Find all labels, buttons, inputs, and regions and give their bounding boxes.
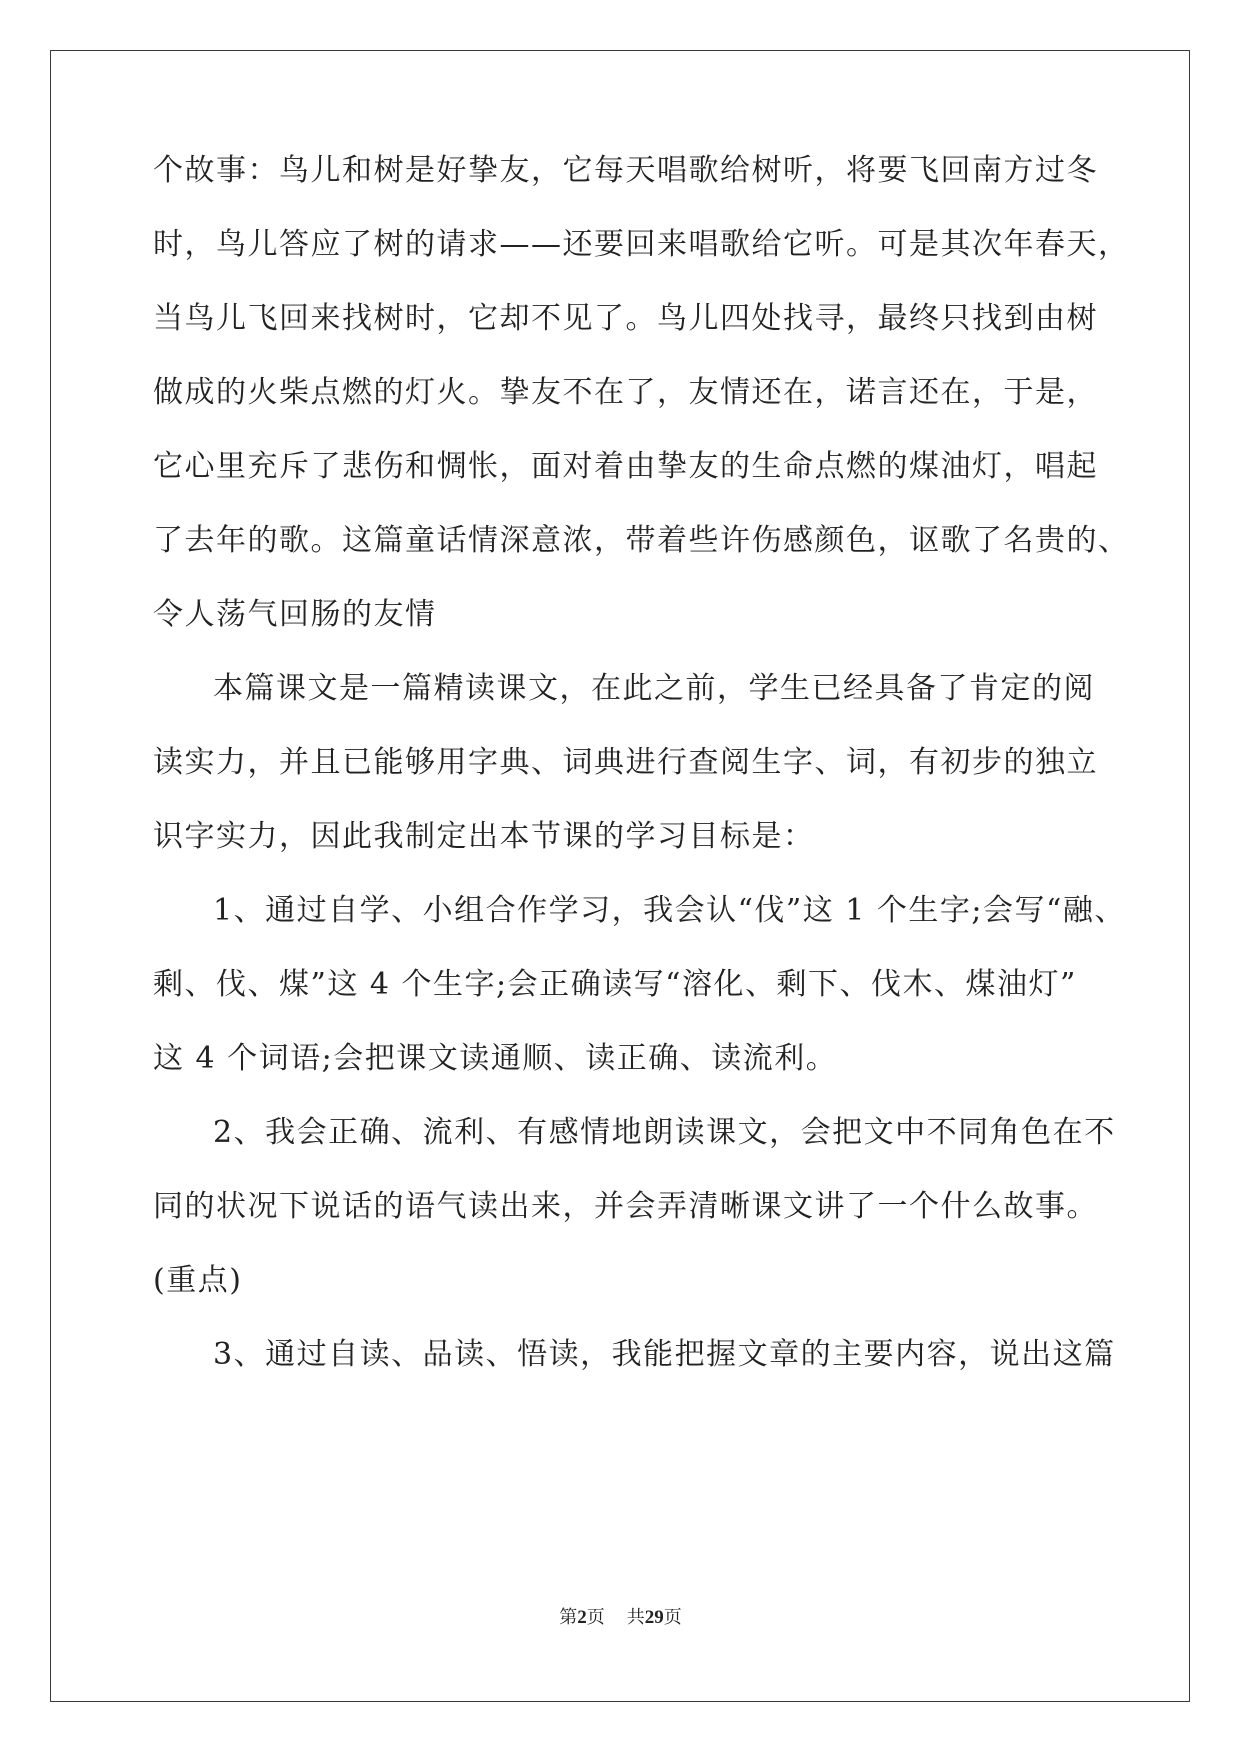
body-line: 识字实力，因此我制定出本节课的学习目标是： <box>153 819 815 854</box>
body-line: 剩、伐、煤”这 4 个生字;会正确读写“溶化、剩下、伐木、煤油灯” <box>153 967 1077 1002</box>
total-prefix: 共 <box>626 1607 645 1628</box>
body-line: 个故事：鸟儿和树是好挚友，它每天唱歌给树听，将要飞回南方过冬 <box>153 153 1098 188</box>
body-line: 当鸟儿飞回来找树时，它却不见了。鸟儿四处找寻，最终只找到由树 <box>153 301 1098 336</box>
body-line: 时，鸟儿答应了树的请求——还要回来唱歌给它听。可是其次年春天， <box>153 227 1130 262</box>
list-item-1-first-line: 1、通过自学、小组合作学习，我会认“伐”这 1 个生字;会写“融、 <box>213 893 1126 928</box>
page-total: 29 <box>644 1607 664 1628</box>
body-line: 做成的火柴点燃的灯火。挚友不在了，友情还在，诺言还在，于是， <box>153 375 1098 410</box>
page-frame <box>50 50 1190 1702</box>
body-line: 同的状况下说话的语气读出来，并会弄清晰课文讲了一个什么故事。 <box>153 1189 1098 1224</box>
total-suffix: 页 <box>663 1607 682 1628</box>
list-item-2-first-line: 2、我会正确、流利、有感情地朗读课文，会把文中不同角色在不 <box>213 1115 1116 1150</box>
page-footer <box>0 1606 1241 1630</box>
body-line: 它心里充斥了悲伤和惆怅，面对着由挚友的生命点燃的煤油灯，唱起 <box>153 449 1098 484</box>
body-line: 这 4 个词语;会把课文读通顺、读正确、读流利。 <box>153 1041 838 1076</box>
list-item-3-first-line: 3、通过自读、品读、悟读，我能把握文章的主要内容，说出这篇 <box>213 1337 1116 1372</box>
body-line: 了去年的歌。这篇童话情深意浓，带着些许伤感颜色，讴歌了名贵的、 <box>153 523 1130 558</box>
page-suffix: 页 <box>586 1607 605 1628</box>
paragraph-first-line: 本篇课文是一篇精读课文，在此之前，学生已经具备了肯定的阅 <box>213 671 1095 706</box>
body-line: 令人荡气回肠的友情 <box>153 597 437 632</box>
page-current: 2 <box>577 1607 587 1628</box>
page-prefix: 第 <box>559 1607 578 1628</box>
body-line: (重点) <box>153 1263 243 1298</box>
body-line: 读实力，并且已能够用字典、词典进行查阅生字、词，有初步的独立 <box>153 745 1098 780</box>
